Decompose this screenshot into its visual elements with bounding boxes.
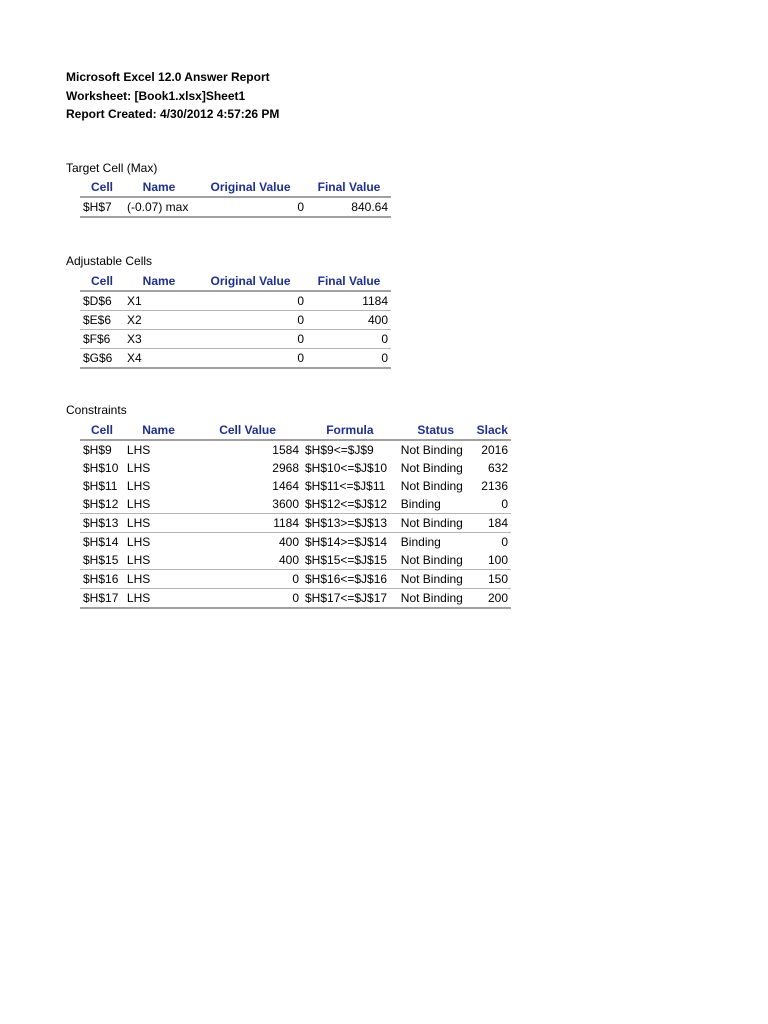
- original-value: 0: [194, 197, 307, 217]
- constraints-section-title: Constraints: [66, 403, 127, 417]
- cell-name: (-0.07) max: [124, 197, 194, 217]
- worksheet-label: Worksheet: [Book1.xlsx]Sheet1: [66, 88, 246, 103]
- status: Not Binding: [398, 551, 474, 570]
- cell-value: 1464: [272, 479, 299, 493]
- cell-name: X2: [124, 311, 194, 330]
- final-value: 400: [307, 311, 391, 330]
- cell-ref: $H$15: [80, 551, 124, 570]
- table-row: [80, 349, 391, 369]
- table-row: [80, 440, 511, 459]
- target-cell-section-title: Target Cell (Max): [66, 161, 158, 175]
- table-row: [80, 495, 511, 514]
- column-header: Cell: [80, 421, 124, 440]
- slack: 632: [487, 461, 508, 475]
- cell-name: X4: [124, 349, 194, 369]
- column-header: Final Value: [307, 178, 391, 197]
- original-value: 0: [194, 291, 307, 311]
- status: Not Binding: [400, 461, 463, 475]
- table-row: [80, 570, 511, 589]
- table-row: [80, 551, 511, 570]
- slack: 150: [474, 570, 511, 589]
- cell-ref: $E$6: [80, 311, 124, 330]
- table-row: [80, 533, 511, 552]
- cell-name: LHS: [126, 479, 151, 493]
- slack: 100: [474, 551, 511, 570]
- table-row: [80, 330, 391, 349]
- cell-ref: $H$17: [80, 589, 124, 609]
- column-header: Cell: [80, 178, 124, 197]
- constraints-body: [80, 440, 511, 608]
- column-header: Formula: [302, 421, 398, 440]
- column-header: Status: [398, 421, 474, 440]
- formula: $H$13>=$J$13: [302, 514, 398, 533]
- cell-name: LHS: [124, 514, 193, 533]
- formula: $H$16<=$J$16: [302, 570, 398, 589]
- final-value: 840.64: [307, 197, 391, 217]
- formula: $H$14>=$J$14: [305, 535, 388, 549]
- table-row: [80, 197, 391, 217]
- slack: 2136: [481, 479, 508, 493]
- formula: $H$10<=$J$10: [305, 461, 388, 475]
- status: Not Binding: [400, 479, 463, 493]
- cell-value: 0: [193, 570, 302, 589]
- table-row: [80, 291, 391, 311]
- adjustable-cells-section-title: Adjustable Cells: [66, 254, 153, 268]
- formula: $H$12<=$J$12: [302, 495, 398, 514]
- column-header: Name: [124, 272, 194, 291]
- cell-name: LHS: [126, 535, 151, 549]
- cell-ref: $H$7: [80, 197, 124, 217]
- cell-value: 2968: [272, 461, 299, 475]
- cell-name: LHS: [124, 495, 193, 514]
- slack: 0: [501, 535, 508, 549]
- column-header: Slack: [474, 421, 511, 440]
- original-value: 0: [194, 311, 307, 330]
- slack: 184: [474, 514, 511, 533]
- cell-ref: $D$6: [80, 291, 124, 311]
- cell-value: 0: [193, 589, 302, 609]
- original-value: 0: [194, 349, 307, 369]
- cell-value: 1584: [272, 443, 299, 457]
- cell-ref: $H$11: [83, 479, 118, 493]
- column-header: Name: [124, 178, 194, 197]
- column-header: Original Value: [194, 272, 307, 291]
- column-header: Original Value: [194, 178, 307, 197]
- cell-ref: $H$13: [80, 514, 124, 533]
- slack: 2016: [481, 443, 508, 457]
- constraints-table: [80, 421, 511, 609]
- cell-name: LHS: [126, 461, 151, 475]
- cell-ref: $H$10: [83, 461, 119, 475]
- column-header: Final Value: [307, 272, 391, 291]
- table-row: [80, 477, 511, 495]
- slack: 0: [474, 495, 511, 514]
- formula: $H$17<=$J$17: [302, 589, 398, 609]
- status: Not Binding: [398, 514, 474, 533]
- original-value: 0: [194, 330, 307, 349]
- cell-ref: $H$14: [83, 535, 119, 549]
- formula: $H$15<=$J$15: [302, 551, 398, 570]
- cell-value: 1184: [193, 514, 302, 533]
- cell-name: LHS: [124, 570, 193, 589]
- target-cell-table: [80, 178, 391, 218]
- formula: $H$11<=$J$11: [305, 479, 386, 493]
- cell-ref: $G$6: [80, 349, 124, 369]
- table-row: [80, 311, 391, 330]
- status: Binding: [398, 495, 474, 514]
- table-row: [80, 459, 511, 477]
- cell-ref: $H$16: [80, 570, 124, 589]
- cell-ref: $H$9: [83, 443, 112, 457]
- column-header: Name: [124, 421, 193, 440]
- column-header: Cell: [80, 272, 124, 291]
- cell-name: LHS: [124, 551, 193, 570]
- report-title: Microsoft Excel 12.0 Answer Report: [66, 70, 270, 84]
- final-value: 0: [307, 349, 391, 369]
- cell-name: X1: [124, 291, 194, 311]
- status: Not Binding: [398, 570, 474, 589]
- column-header: Cell Value: [193, 421, 302, 440]
- final-value: 1184: [307, 291, 391, 311]
- slack: 200: [474, 589, 511, 609]
- table-header-row: [80, 272, 391, 291]
- table-row: [80, 589, 511, 609]
- cell-value: 400: [278, 535, 299, 549]
- report-header: [66, 68, 279, 124]
- cell-name: LHS: [126, 443, 151, 457]
- table-header-row: [80, 421, 511, 440]
- cell-value: 3600: [193, 495, 302, 514]
- cell-name: LHS: [124, 589, 193, 609]
- adjustable-cells-table: [80, 272, 391, 369]
- cell-ref: $H$12: [80, 495, 124, 514]
- table-header-row: [80, 178, 391, 197]
- cell-value: 400: [193, 551, 302, 570]
- report-created-label: Report Created: 4/30/2012 4:57:26 PM: [66, 107, 280, 121]
- status: Not Binding: [398, 589, 474, 609]
- formula: $H$9<=$J$9: [305, 443, 374, 457]
- status: Not Binding: [400, 443, 463, 457]
- cell-ref: $F$6: [80, 330, 124, 349]
- table-row: [80, 514, 511, 533]
- cell-name: X3: [124, 330, 194, 349]
- final-value: 0: [307, 330, 391, 349]
- status: Binding: [400, 535, 441, 549]
